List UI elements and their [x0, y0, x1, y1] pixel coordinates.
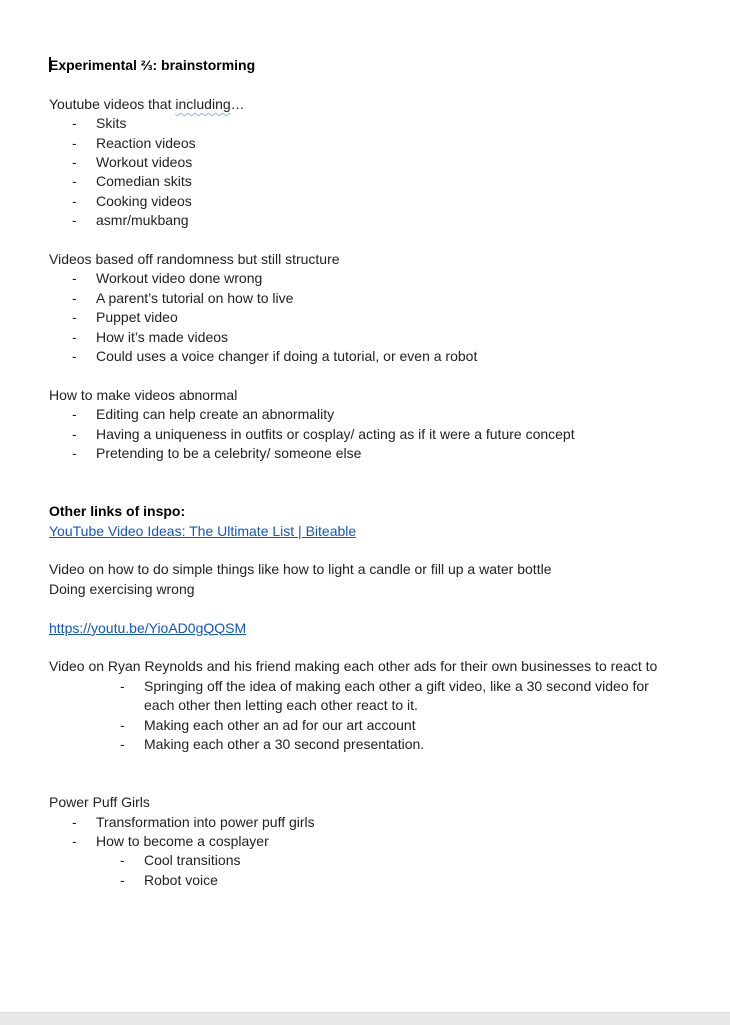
- bullet-dash: -: [72, 212, 77, 229]
- bullet-dash: -: [120, 677, 125, 694]
- cosplayer-sublist: [49, 851, 679, 890]
- list-item: - Transformation into power puff girls: [49, 813, 679, 832]
- list-item: - Springing off the idea of making each other a gift video, like a 30 second video for each other then letting each other react to it.: [120, 677, 649, 714]
- bullet-dash: -: [120, 852, 125, 869]
- list-item: - Comedian skits: [49, 172, 679, 191]
- list-item: - A parent’s tutorial on how to live: [49, 289, 679, 308]
- ryan-reynolds-paragraph: Video on Ryan Reynolds and his friend making each other ads for their own businesses to react to: [49, 658, 658, 675]
- youtube-link[interactable]: https://youtu.be/YioAD0gQQSM: [49, 619, 247, 636]
- inspo-line-exercising: Doing exercising wrong: [49, 580, 195, 597]
- document-title: [49, 56, 679, 75]
- document-body: [49, 56, 679, 890]
- bullet-dash: -: [72, 309, 77, 326]
- section-heading-power-puff-girls: Power Puff Girls: [49, 794, 150, 811]
- list-item: - Workout videos: [49, 153, 679, 172]
- section-heading-abnormal: How to make videos abnormal: [49, 386, 238, 403]
- bullet-dash: -: [72, 289, 77, 306]
- bullet-dash: -: [72, 328, 77, 345]
- inspo-heading: Other links of inspo:: [49, 503, 186, 520]
- inspo-line-simple-things: Video on how to do simple things like how to light a candle or fill up a water bottle: [49, 561, 552, 578]
- bullet-dash: -: [72, 153, 77, 170]
- section-heading-randomness: Videos based off randomness but still structure: [49, 251, 340, 267]
- bullet-dash: -: [72, 425, 77, 442]
- list-item: - Pretending to be a celebrity/ someone else: [49, 444, 679, 463]
- page-bottom-edge: [0, 1012, 730, 1025]
- bullet-dash: -: [72, 192, 77, 209]
- bullet-dash: -: [72, 813, 77, 830]
- list-item: - Cooking videos: [49, 192, 679, 211]
- ryan-reynolds-list: [49, 677, 679, 755]
- biteable-link[interactable]: YouTube Video Ideas: The Ultimate List | Biteable: [49, 522, 357, 539]
- bullet-dash: -: [72, 406, 77, 423]
- list-item: - Editing can help create an abnormality: [49, 405, 679, 424]
- bullet-dash: -: [72, 832, 77, 849]
- list-item: - How to become a cosplayer: [49, 832, 679, 851]
- list-item: - Cool transitions: [49, 851, 679, 870]
- bullet-dash: -: [120, 871, 125, 888]
- bullet-dash: -: [72, 348, 77, 365]
- bullet-dash: -: [72, 134, 77, 151]
- list-item: - How it’s made videos: [49, 328, 679, 347]
- abnormal-list: [49, 405, 679, 463]
- bullet-dash: -: [72, 173, 77, 190]
- randomness-list: [49, 269, 679, 366]
- list-item: - Skits: [49, 114, 679, 133]
- bullet-dash: -: [120, 716, 125, 733]
- bullet-dash: -: [72, 445, 77, 462]
- bullet-dash: -: [120, 735, 125, 752]
- list-item: - Workout video done wrong: [49, 269, 679, 288]
- bullet-dash: -: [72, 115, 77, 132]
- list-item: - Reaction videos: [49, 134, 679, 153]
- youtube-videos-list: [49, 114, 679, 230]
- power-puff-list: [49, 813, 679, 852]
- list-item: - Making each other an ad for our art account: [49, 716, 679, 735]
- document-title-text: Experimental ⅔: brainstorming: [49, 57, 256, 73]
- list-item: - Having a uniqueness in outfits or cosplay/ acting as if it were a future concept: [49, 425, 679, 444]
- misspelled-word[interactable]: including: [175, 95, 231, 112]
- list-item: - Robot voice: [49, 871, 679, 890]
- list-item: - Puppet video: [49, 308, 679, 327]
- section-heading-youtube-videos: Youtube videos that including…: [49, 95, 245, 112]
- list-item: - Making each other a 30 second presentation.: [49, 735, 679, 754]
- list-item: - asmr/mukbang: [49, 211, 679, 230]
- list-item: - Could uses a voice changer if doing a tutorial, or even a robot: [49, 347, 679, 366]
- bullet-dash: -: [72, 270, 77, 287]
